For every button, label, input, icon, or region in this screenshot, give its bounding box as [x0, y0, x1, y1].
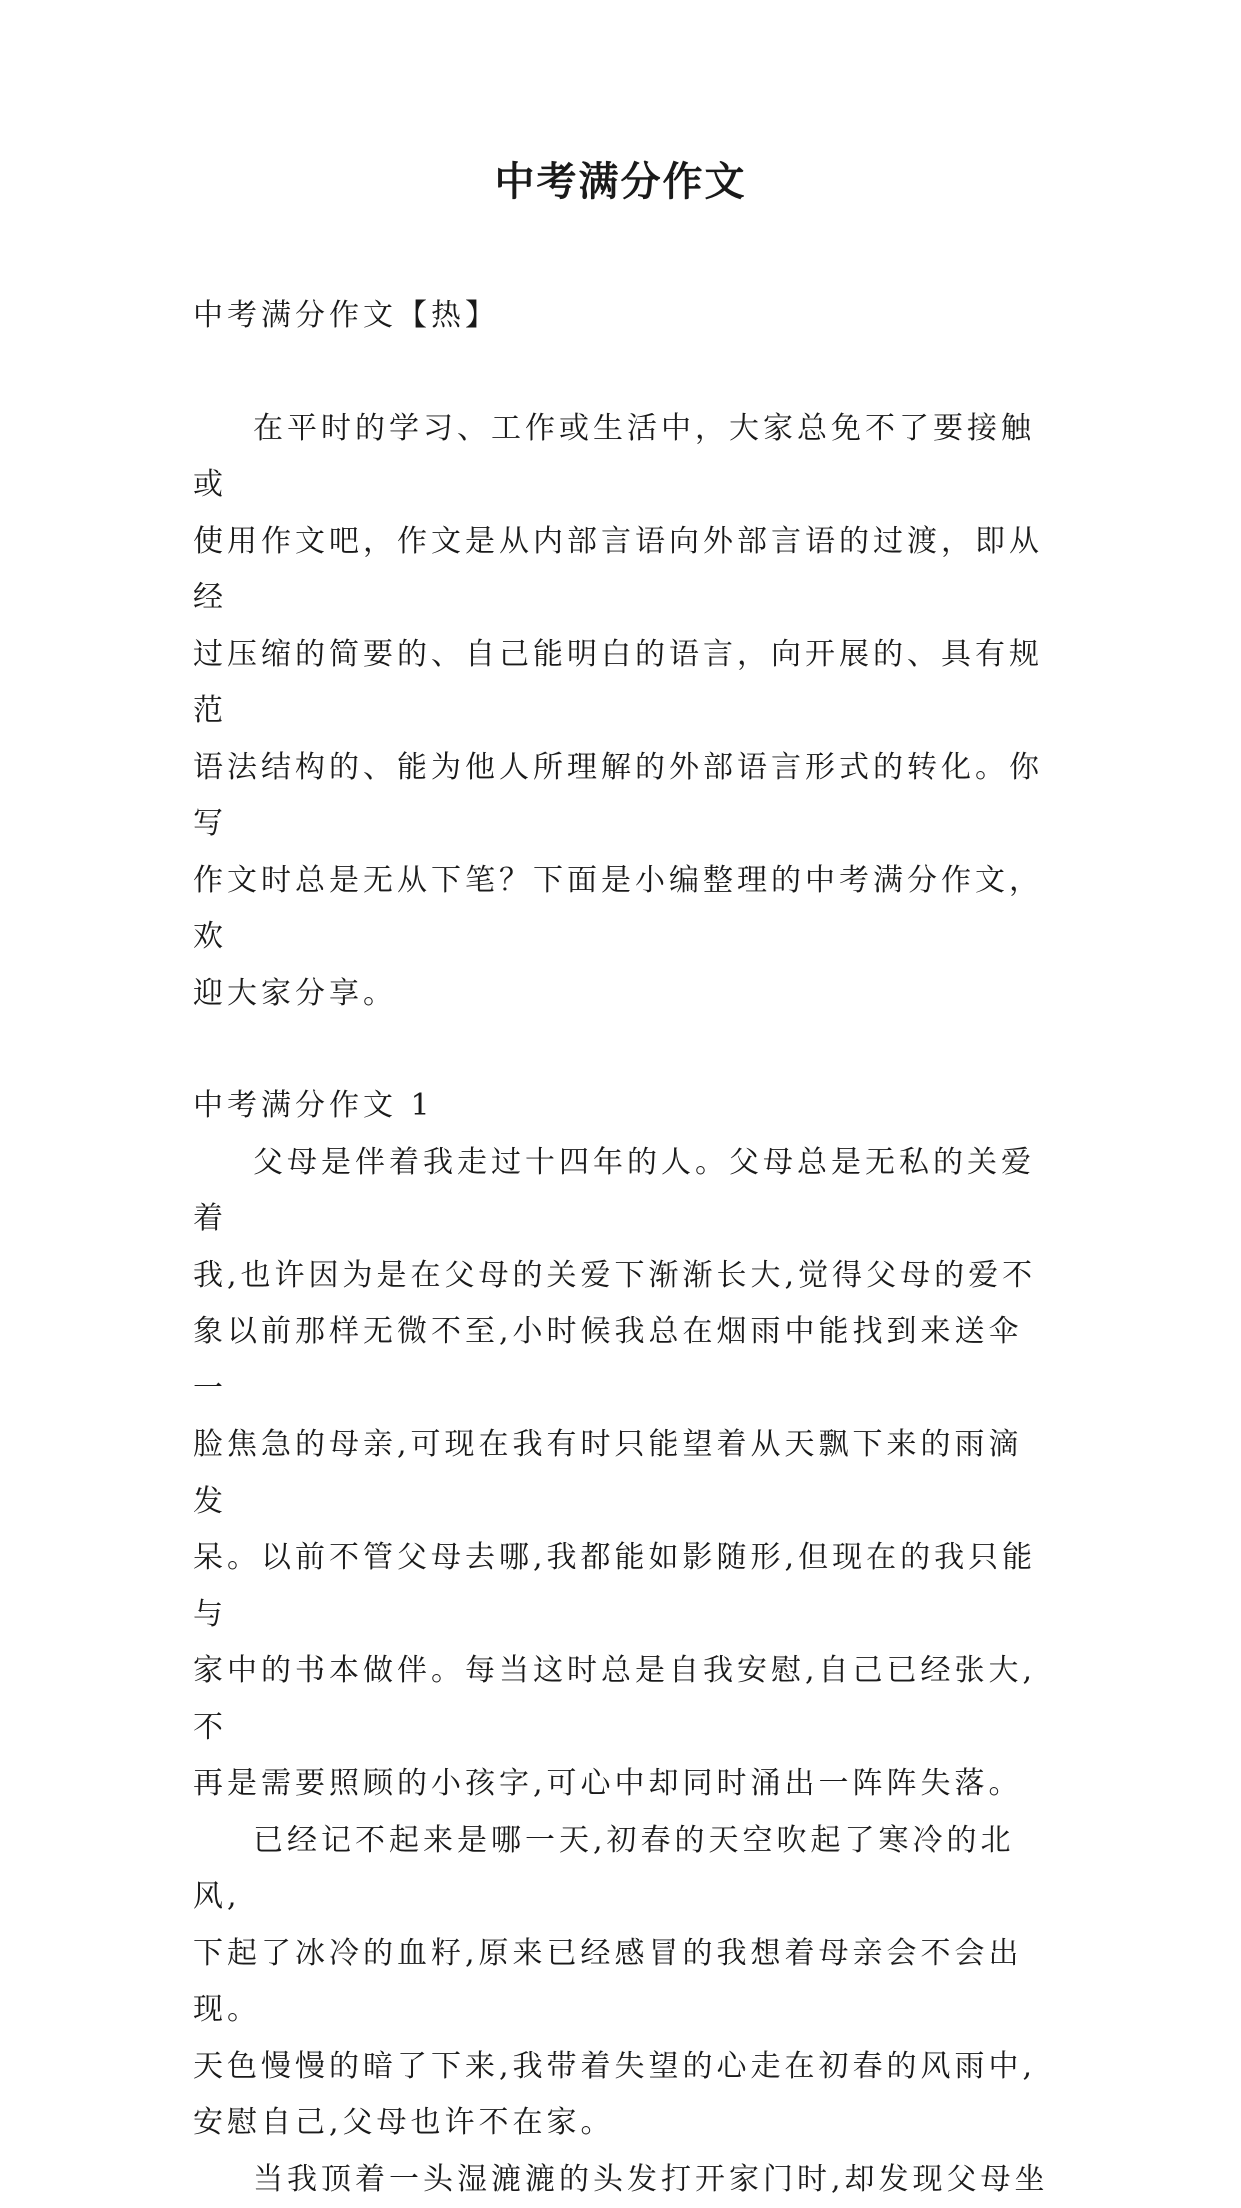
body-paragraph: 已经记不起来是哪一天,初春的天空吹起了寒冷的北风, 下起了冰冷的血籽,原来已经感冒的我想着母亲会不会出现。 天色慢慢的暗了下来,我带着失望的心走在初春的风雨中, 安慰自己,父母也许不在家。 — [193, 1813, 1053, 2152]
document-body — [193, 288, 1053, 2208]
document-title: 中考满分作文 — [0, 152, 1241, 212]
section-heading: 中考满分作文 1 — [193, 1078, 1053, 1135]
body-paragraph: 父母是伴着我走过十四年的人。父母总是无私的关爱着 我,也许因为是在父母的关爱下渐渐长大,觉得父母的爱不 象以前那样无微不至,小时候我总在烟雨中能找到来送伞一 脸焦急的母亲,可现在我有时只能望着从天飘下来的雨滴发 呆。以前不管父母去哪,我都能如影随形,但现在的我只能与 家中的书本做伴。每当这时总是自我安慰,自己已经张大,不 再是需要照顾的小孩字,可心中却同时涌出一阵阵失落。 — [193, 1135, 1053, 1813]
document-subtitle: 中考满分作文【热】 — [193, 288, 1053, 345]
body-paragraph: 当我顶着一头湿漉漉的头发打开家门时,却发现父母坐 — [193, 2152, 1053, 2208]
intro-paragraph: 在平时的学习、工作或生活中，大家总免不了要接触或 使用作文吧，作文是从内部言语向外部言语的过渡，即从经 过压缩的简要的、自己能明白的语言，向开展的、具有规范 语法结构的、能为他人所理解的外部语言形式的转化。你写 作文时总是无从下笔？下面是小编整理的中考满分作文，欢 迎大家分享。 — [193, 401, 1053, 1023]
